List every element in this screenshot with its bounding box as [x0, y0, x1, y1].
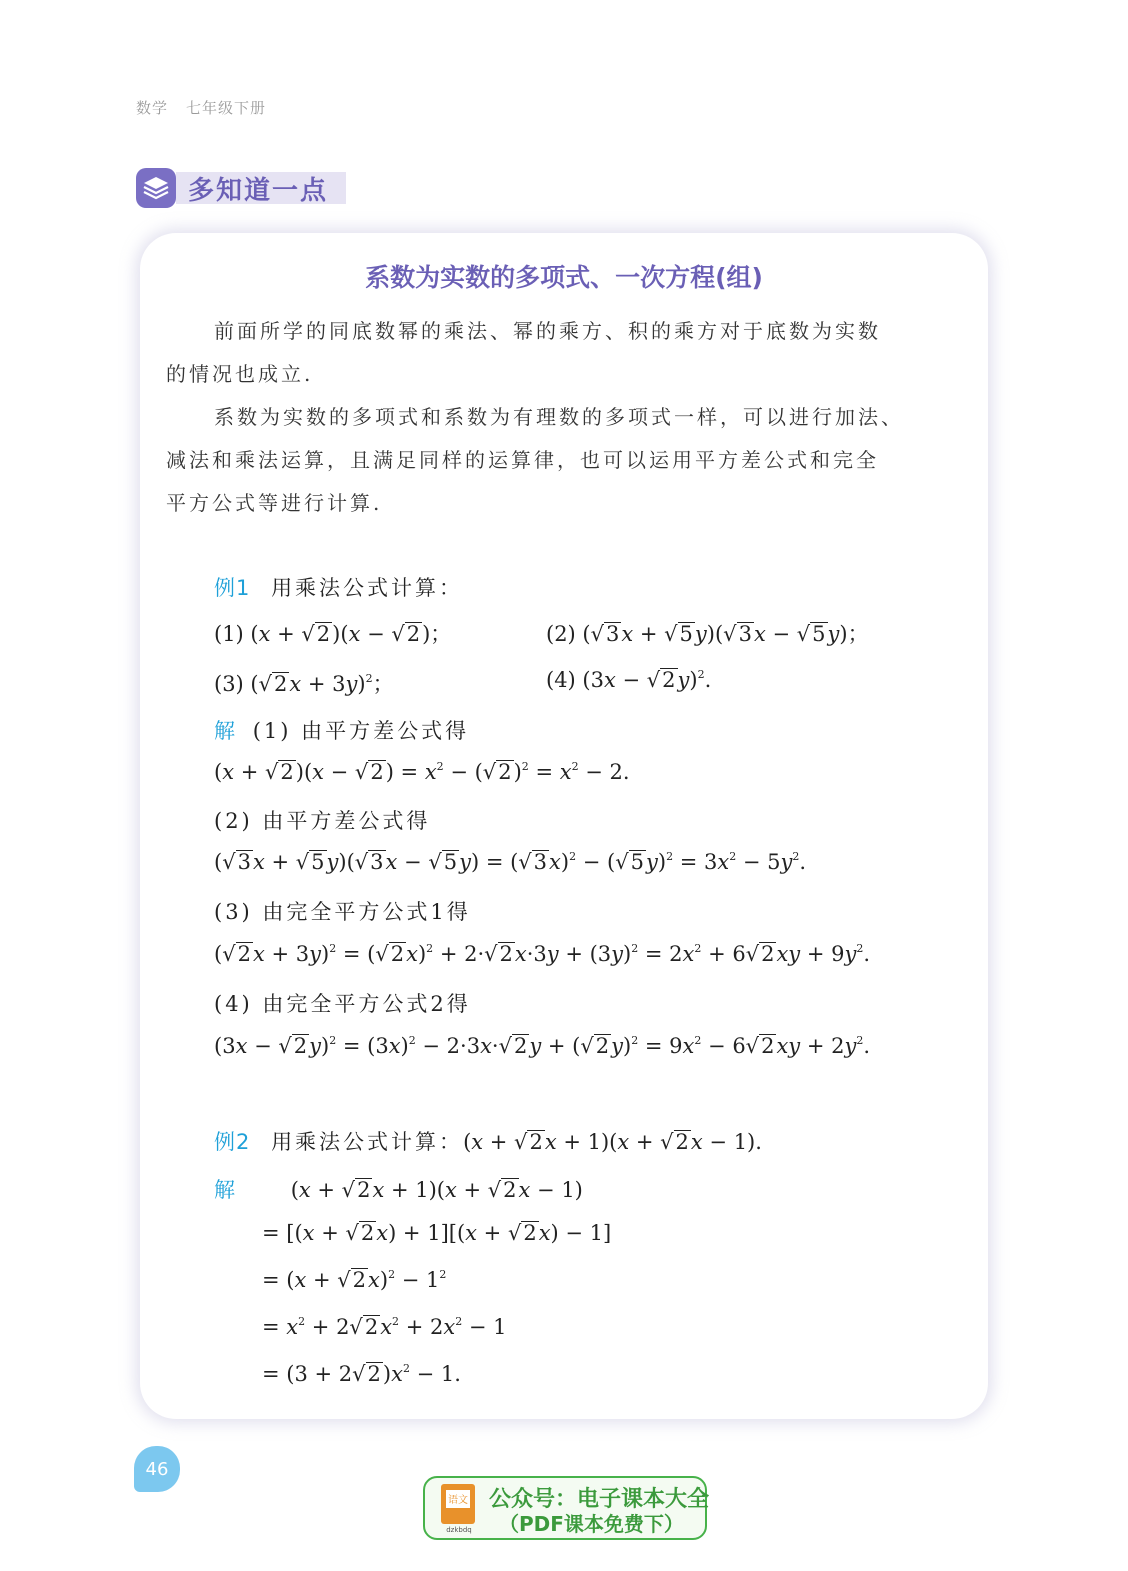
- intro-paragraph-1: [166, 310, 961, 396]
- running-header: [136, 97, 266, 118]
- ex1-solution-label: 解: [214, 719, 236, 743]
- ex1-solution-step3: (3) 由完全平方公式1得: [214, 900, 471, 924]
- book-logo-icon: [437, 1482, 481, 1534]
- ex2-solution-line5: = $(3 + 2√2)x^2 - 1$.: [262, 1362, 461, 1386]
- p1-line2: 的情况也成立.: [166, 362, 314, 386]
- ex2-solution-line2: = [(x + √2x) + 1][(x + √2x) − 1]: [262, 1221, 612, 1245]
- ex1-solution-step4: (4) 由完全平方公式2得: [214, 992, 471, 1016]
- banner-title: 多知道一点: [188, 176, 329, 206]
- ex1-q3: (3) $(√2x + 3y)^2$；: [214, 672, 394, 696]
- ex1-q4: (4) $(3x - √2y)^2$.: [546, 668, 712, 692]
- ex1-q1: (1) (x + √2)(x − √2)；: [214, 622, 452, 646]
- ex1-solution-eq2: $(√3x + √5y)(√3x - √5y) = (√3x)^2 - (√5y)^2 = 3x^2 - 5y^2$.: [214, 850, 807, 874]
- ex2-heading: 例2 用乘法公式计算：(x + √2x + 1)(x + √2x − 1).: [214, 1130, 762, 1154]
- header-subject: 数学: [136, 99, 169, 117]
- page-number-badge: 46: [134, 1446, 180, 1492]
- ex1-solution-eq4: $(3x - √2y)^2 = (3x)^2 - 2\cdot 3x\cdot√2y + (√2y)^2 = 9x^2 - 6√2xy + 2y^2$.: [214, 1034, 871, 1058]
- p2-line2: 减法和乘法运算，且满足同样的运算律，也可以运用平方差公式和完全: [166, 448, 879, 472]
- ex1-label: 例1: [214, 576, 251, 600]
- svg-text:dzkbdq: dzkbdq: [446, 1526, 472, 1534]
- ex2-solution-label: 解: [214, 1178, 236, 1202]
- stamp-line1: 公众号：电子课本大全: [489, 1487, 710, 1512]
- p2-line1: 系数为实数的多项式和系数为有理数的多项式一样，可以进行加法、: [214, 405, 904, 429]
- ex2-solution-line1: 解 (x + √2x + 1)(x + √2x − 1): [214, 1178, 583, 1202]
- section-banner: [136, 168, 348, 208]
- ex2-label: 例2: [214, 1130, 251, 1154]
- p1-line1: 前面所学的同底数幂的乘法、幂的乘方、积的乘方对于底数为实数: [214, 319, 881, 343]
- intro-paragraph-2: [166, 396, 961, 525]
- ex2-prompt: 用乘法公式计算：: [271, 1130, 464, 1154]
- p2-line3: 平方公式等进行计算.: [166, 491, 383, 515]
- ex1-prompt: 用乘法公式计算：: [271, 576, 464, 600]
- ex1-solution-step2: (2) 由平方差公式得: [214, 809, 431, 833]
- ex2-solution-line3: = $(x + √2x)^2 - 1^2$: [262, 1268, 447, 1292]
- ex1-q2: (2) (√3x + √5y)(√3x − √5y)；: [546, 622, 869, 646]
- card-title: 系数为实数的多项式、一次方程(组): [365, 263, 763, 292]
- stacked-books-icon: [136, 168, 176, 208]
- ex1-solution-eq3: $(√2x + 3y)^2 = (√2x)^2 + 2\cdot√2x\cdot 3y + (3y)^2 = 2x^2 + 6√2xy + 9y^2$.: [214, 942, 871, 966]
- header-grade: 七年级下册: [186, 99, 267, 117]
- stamp-line2: （PDF课本免费下）: [499, 1512, 684, 1536]
- ex1-solution-eq1: $(x + √2)(x - √2) = x^2 - (√2)^2 = x^2 - 2$.: [214, 760, 630, 784]
- watermark-stamp: [423, 1476, 710, 1540]
- svg-text:语文: 语文: [448, 1495, 468, 1506]
- ex1-solution-step1: 解 (1) 由平方差公式得: [214, 719, 470, 743]
- ex2-solution-line4: = $x^2 + 2√2x^2 + 2x^2 - 1$: [262, 1315, 507, 1339]
- ex1-heading: [214, 572, 463, 602]
